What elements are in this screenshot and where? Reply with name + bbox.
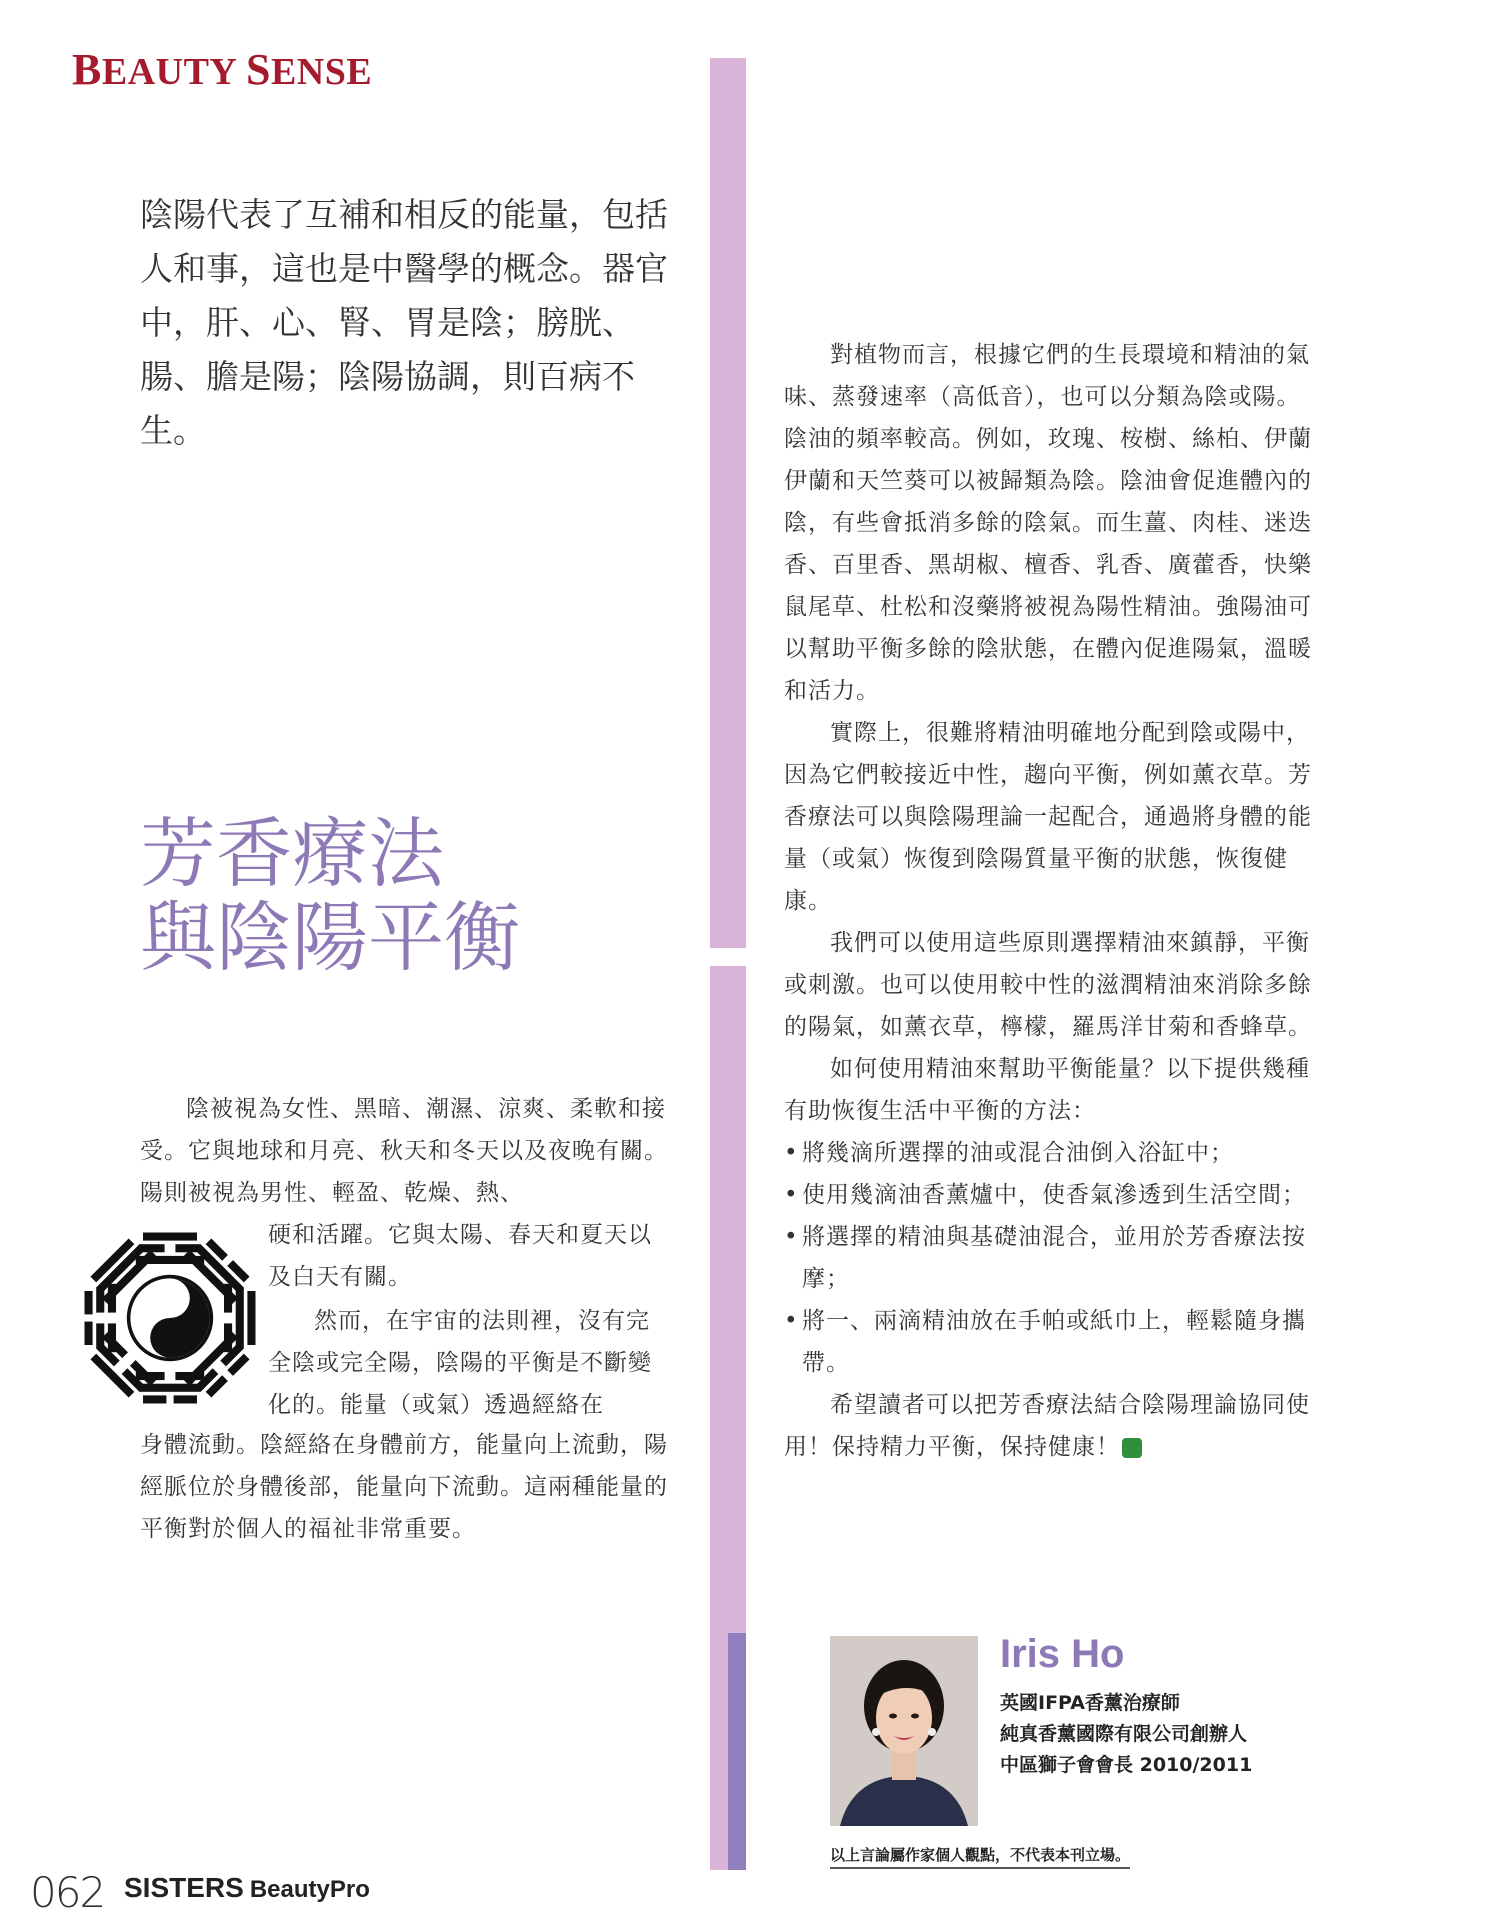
article-title-line: 與陰陽平衡 <box>140 893 520 982</box>
right-paragraph-4: 如何使用精油來幫助平衡能量？以下提供幾種有助恢復生活中平衡的方法： <box>784 1056 1310 1124</box>
bagua-yin-yang-icon <box>80 1228 260 1408</box>
brand-name: SISTERS <box>124 1872 244 1903</box>
author-photo <box>830 1636 978 1826</box>
article-title <box>140 809 520 982</box>
list-item <box>784 1132 1318 1174</box>
list-item <box>784 1216 1318 1300</box>
end-mark-icon: S <box>1122 1438 1142 1458</box>
page-number: 062 <box>30 1868 105 1917</box>
intro-paragraph: 陰陽代表了互補和相反的能量，包括人和事，這也是中醫學的概念。器官中，肝、心、腎、胃是陰；膀胱、腸、膽是陽；陰陽協調，則百病不生。 <box>140 195 668 450</box>
right-paragraph-2: 實際上，很難將精油明確地分配到陰或陽中，因為它們較接近中性，趨向平衡，例如薰衣草。芳香療法可以與陰陽理論一起配合，通過將身體的能量（或氣）恢復到陰陽質量平衡的狀態，恢復健康。 <box>784 720 1312 914</box>
bullet-dot: • <box>784 1224 799 1250</box>
bullet-dot: • <box>784 1308 799 1334</box>
right-column <box>784 334 1318 1468</box>
left-paragraph-2: 硬和活躍。它與太陽、春天和夏天以及白天有關。 <box>268 1222 652 1290</box>
left-paragraph-1: 陰被視為女性、黑暗、潮濕、涼爽、柔軟和接受。它與地球和月亮、秋天和冬天以及夜晚有關。陽則被視為男性、輕盈、乾燥、熱、 <box>140 1096 668 1206</box>
decorative-bar-accent <box>728 1633 746 1870</box>
list-item <box>784 1300 1318 1384</box>
magazine-brand <box>124 1872 370 1904</box>
brand-subname: BeautyPro <box>249 1876 370 1903</box>
bullet-dot: • <box>784 1140 799 1166</box>
right-paragraph-1: 對植物而言，根據它們的生長環境和精油的氣味、蒸發速率（高低音），也可以分類為陰或陽。陰油的頻率較高。例如，玫瑰、桉樹、絲柏、伊蘭伊蘭和天竺葵可以被歸類為陰。陰油會促進體內的陰，有些會抵消多餘的陰氣。而生薑、肉桂、迷迭香、百里香、黑胡椒、檀香、乳香、廣藿香，快樂鼠尾草、杜松和沒藥將被視為陽性精油。強陽油可以幫助平衡多餘的陰狀態，在體內促進陽氣，溫暖和活力。 <box>784 342 1312 704</box>
right-paragraph-3: 我們可以使用這些原則選擇精油來鎮靜，平衡或刺激。也可以使用較中性的滋潤精油來消除多餘的陽氣，如薰衣草，檸檬，羅馬洋甘菊和香蜂草。 <box>784 930 1312 1040</box>
section-title-initial: S <box>245 45 271 94</box>
author-credentials <box>1000 1688 1252 1781</box>
author-credential-line: 英國IFPA香薰治療師 <box>1000 1692 1180 1714</box>
author-credential-line: 純真香薰國際有限公司創辦人 <box>1000 1723 1248 1745</box>
article-title-line: 芳香療法 <box>140 809 444 898</box>
right-paragraph-5 <box>784 1384 1318 1468</box>
section-title-part: ENSE <box>270 51 373 93</box>
author-name: Iris Ho <box>1000 1632 1125 1676</box>
left-paragraph-4: 身體流動。陰經絡在身體前方，能量向上流動，陽經脈位於身體後部，能量向下流動。這兩種能量的平衡對於個人的福祉非常重要。 <box>140 1432 668 1542</box>
section-title-part: EAUTY <box>101 51 246 93</box>
bullet-dot: • <box>784 1182 799 1208</box>
section-title <box>72 44 372 95</box>
section-title-initial: B <box>72 45 102 94</box>
list-item-text: 將幾滴所選擇的油或混合油倒入浴缸中； <box>802 1140 1234 1166</box>
list-item-text: 將一、兩滴精油放在手帕或紙巾上，輕鬆隨身攜帶。 <box>802 1308 1306 1376</box>
left-paragraph-3: 然而，在宇宙的法則裡，沒有完全陰或完全陽，陰陽的平衡是不斷變化的。能量（或氣）透過經絡在 <box>268 1308 652 1418</box>
list-item-text: 將選擇的精油與基礎油混合，並用於芳香療法按摩； <box>802 1224 1306 1292</box>
list-item <box>784 1174 1318 1216</box>
list-item-text: 使用幾滴油香薰爐中，使香氣滲透到生活空間； <box>802 1182 1306 1208</box>
closing-text: 希望讀者可以把芳香療法結合陰陽理論協同使用！保持精力平衡，保持健康！ <box>784 1392 1310 1460</box>
decorative-bar-top <box>710 58 746 948</box>
disclaimer: 以上言論屬作家個人觀點，不代表本刊立場。 <box>830 1844 1130 1869</box>
author-credential-line: 中區獅子會會長 2010/2011 <box>1000 1754 1253 1776</box>
